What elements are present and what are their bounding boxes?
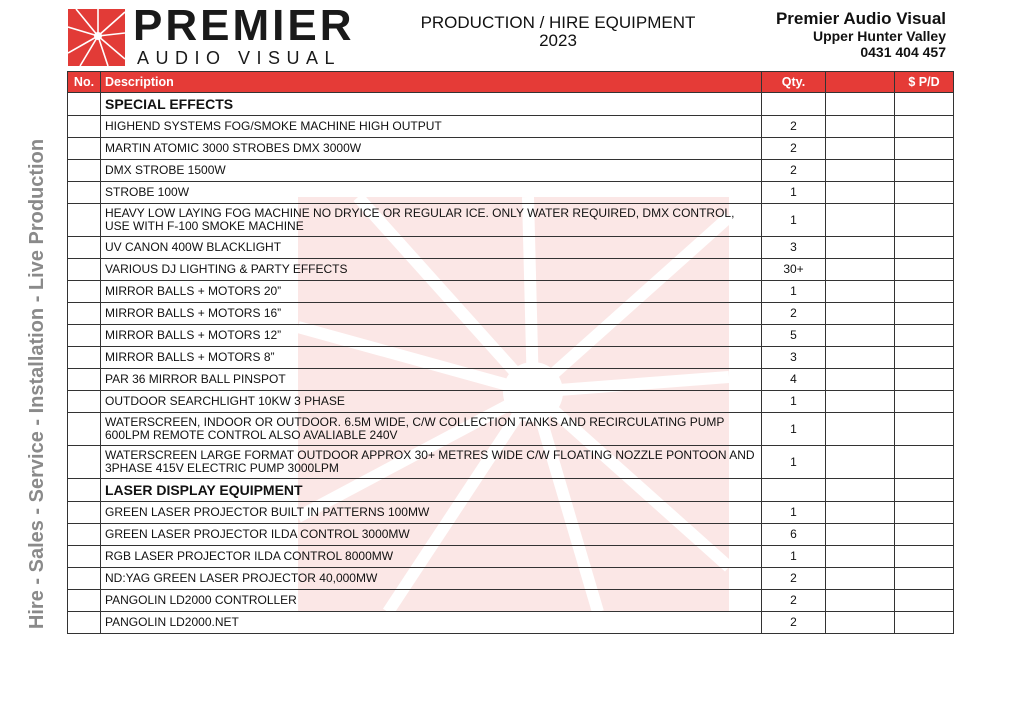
cell-price bbox=[895, 182, 954, 204]
cell-qty: 3 bbox=[762, 347, 826, 369]
cell-description: STROBE 100W bbox=[101, 182, 762, 204]
cell-blank bbox=[826, 160, 895, 182]
cell-no bbox=[68, 546, 101, 568]
cell-price bbox=[895, 524, 954, 546]
cell-blank bbox=[826, 325, 895, 347]
cell-qty: 1 bbox=[762, 182, 826, 204]
table-row bbox=[68, 369, 954, 391]
cell-price bbox=[895, 160, 954, 182]
cell-description: LASER DISPLAY EQUIPMENT bbox=[101, 479, 762, 502]
cell-blank bbox=[826, 182, 895, 204]
equipment-table bbox=[67, 71, 954, 634]
cell-blank bbox=[826, 502, 895, 524]
header-blank bbox=[826, 72, 895, 93]
cell-no bbox=[68, 93, 101, 116]
cell-no bbox=[68, 590, 101, 612]
header-qty: Qty. bbox=[762, 72, 826, 93]
table-row bbox=[68, 590, 954, 612]
cell-price bbox=[895, 446, 954, 479]
cell-qty: 2 bbox=[762, 116, 826, 138]
cell-description: MIRROR BALLS + MOTORS 8” bbox=[101, 347, 762, 369]
section-row bbox=[68, 93, 954, 116]
table-row bbox=[68, 138, 954, 160]
cell-description: DMX STROBE 1500W bbox=[101, 160, 762, 182]
cell-blank bbox=[826, 237, 895, 259]
cell-description: SPECIAL EFFECTS bbox=[101, 93, 762, 116]
cell-qty: 1 bbox=[762, 413, 826, 446]
cell-price bbox=[895, 502, 954, 524]
cell-description: MARTIN ATOMIC 3000 STROBES DMX 3000W bbox=[101, 138, 762, 160]
cell-no bbox=[68, 413, 101, 446]
cell-blank bbox=[826, 546, 895, 568]
brand-name: PREMIER bbox=[133, 1, 355, 50]
cell-blank bbox=[826, 568, 895, 590]
company-name: Premier Audio Visual bbox=[775, 9, 946, 28]
table-row bbox=[68, 182, 954, 204]
cell-description: HEAVY LOW LAYING FOG MACHINE NO DRYICE OR REGULAR ICE. ONLY WATER REQUIRED, DMX CONTROL, USE WITH F-100 SMOKE MACHINE bbox=[101, 204, 762, 237]
cell-price bbox=[895, 347, 954, 369]
cell-no bbox=[68, 524, 101, 546]
logo-mark bbox=[68, 9, 125, 66]
cell-qty: 1 bbox=[762, 391, 826, 413]
cell-price bbox=[895, 568, 954, 590]
cell-description: PAR 36 MIRROR BALL PINSPOT bbox=[101, 369, 762, 391]
cell-qty: 3 bbox=[762, 237, 826, 259]
cell-no bbox=[68, 303, 101, 325]
cell-no bbox=[68, 479, 101, 502]
table-row bbox=[68, 204, 954, 237]
company-phone: 0431 404 457 bbox=[860, 44, 946, 60]
company-details bbox=[776, 10, 946, 60]
cell-price bbox=[895, 391, 954, 413]
cell-qty bbox=[762, 93, 826, 116]
table-row bbox=[68, 347, 954, 369]
cell-qty: 1 bbox=[762, 546, 826, 568]
cell-no bbox=[68, 281, 101, 303]
table-row bbox=[68, 546, 954, 568]
cell-price bbox=[895, 93, 954, 116]
cell-price bbox=[895, 325, 954, 347]
cell-blank bbox=[826, 93, 895, 116]
cell-description: OUTDOOR SEARCHLIGHT 10KW 3 PHASE bbox=[101, 391, 762, 413]
cell-description: MIRROR BALLS + MOTORS 16” bbox=[101, 303, 762, 325]
table-row bbox=[68, 446, 954, 479]
table-row bbox=[68, 612, 954, 634]
brand-tagline: AUDIO VISUAL bbox=[137, 48, 342, 68]
cell-no bbox=[68, 612, 101, 634]
cell-blank bbox=[826, 391, 895, 413]
cell-price bbox=[895, 479, 954, 502]
table-row bbox=[68, 502, 954, 524]
cell-price bbox=[895, 413, 954, 446]
cell-description: MIRROR BALLS + MOTORS 20” bbox=[101, 281, 762, 303]
table-row bbox=[68, 116, 954, 138]
header-description: Description bbox=[101, 72, 762, 93]
cell-price bbox=[895, 612, 954, 634]
cell-no bbox=[68, 237, 101, 259]
table-row bbox=[68, 325, 954, 347]
cell-no bbox=[68, 204, 101, 237]
cell-price bbox=[895, 590, 954, 612]
table-row bbox=[68, 413, 954, 446]
cell-description: UV CANON 400W BLACKLIGHT bbox=[101, 237, 762, 259]
header-price: $ P/D bbox=[895, 72, 954, 93]
cell-price bbox=[895, 204, 954, 237]
document-title-text: PRODUCTION / HIRE EQUIPMENT bbox=[420, 13, 696, 32]
header-no: No. bbox=[68, 72, 101, 93]
starburst-icon bbox=[68, 9, 125, 66]
cell-description: HIGHEND SYSTEMS FOG/SMOKE MACHINE HIGH OUTPUT bbox=[101, 116, 762, 138]
cell-qty: 1 bbox=[762, 446, 826, 479]
cell-blank bbox=[826, 612, 895, 634]
cell-qty: 5 bbox=[762, 325, 826, 347]
cell-description: GREEN LASER PROJECTOR BUILT IN PATTERNS 100MW bbox=[101, 502, 762, 524]
document-title bbox=[400, 14, 716, 50]
table-header-row bbox=[68, 72, 954, 93]
cell-qty: 1 bbox=[762, 502, 826, 524]
cell-no bbox=[68, 325, 101, 347]
table-body bbox=[68, 93, 954, 634]
cell-qty: 2 bbox=[762, 590, 826, 612]
cell-description: WATERSCREEN LARGE FORMAT OUTDOOR APPROX 30+ METRES WIDE C/W FLOATING NOZZLE PONTOON AND 3PHASE 415V ELECTRIC PUMP 3000LPM bbox=[101, 446, 762, 479]
document-year: 2023 bbox=[539, 31, 577, 50]
cell-qty: 1 bbox=[762, 281, 826, 303]
cell-no bbox=[68, 391, 101, 413]
cell-no bbox=[68, 182, 101, 204]
cell-price bbox=[895, 237, 954, 259]
cell-blank bbox=[826, 446, 895, 479]
section-row bbox=[68, 479, 954, 502]
cell-blank bbox=[826, 116, 895, 138]
cell-price bbox=[895, 116, 954, 138]
cell-price bbox=[895, 138, 954, 160]
sidebar-services-text: Hire - Sales - Service - Installation - Live Production bbox=[26, 138, 48, 630]
cell-blank bbox=[826, 369, 895, 391]
cell-price bbox=[895, 546, 954, 568]
cell-price bbox=[895, 369, 954, 391]
cell-description: RGB LASER PROJECTOR ILDA CONTROL 8000MW bbox=[101, 546, 762, 568]
cell-qty: 2 bbox=[762, 568, 826, 590]
cell-description: ND:YAG GREEN LASER PROJECTOR 40,000MW bbox=[101, 568, 762, 590]
cell-qty: 2 bbox=[762, 303, 826, 325]
table-row bbox=[68, 568, 954, 590]
cell-qty: 2 bbox=[762, 160, 826, 182]
cell-description: WATERSCREEN, INDOOR OR OUTDOOR. 6.5M WIDE, C/W COLLECTION TANKS AND RECIRCULATING PUMP 600LPM REMOTE CONTROL ALSO AVALIABLE 240V bbox=[101, 413, 762, 446]
table-row bbox=[68, 281, 954, 303]
cell-qty: 30+ bbox=[762, 259, 826, 281]
cell-blank bbox=[826, 524, 895, 546]
brand-wordmark bbox=[133, 1, 355, 68]
cell-qty: 1 bbox=[762, 204, 826, 237]
cell-no bbox=[68, 138, 101, 160]
cell-no bbox=[68, 259, 101, 281]
cell-qty: 6 bbox=[762, 524, 826, 546]
cell-price bbox=[895, 259, 954, 281]
cell-description: GREEN LASER PROJECTOR ILDA CONTROL 3000MW bbox=[101, 524, 762, 546]
cell-description: MIRROR BALLS + MOTORS 12” bbox=[101, 325, 762, 347]
table-row bbox=[68, 259, 954, 281]
cell-no bbox=[68, 116, 101, 138]
cell-blank bbox=[826, 413, 895, 446]
cell-qty: 2 bbox=[762, 612, 826, 634]
cell-description: VARIOUS DJ LIGHTING & PARTY EFFECTS bbox=[101, 259, 762, 281]
cell-blank bbox=[826, 138, 895, 160]
cell-no bbox=[68, 502, 101, 524]
cell-no bbox=[68, 568, 101, 590]
cell-qty: 2 bbox=[762, 138, 826, 160]
cell-qty: 4 bbox=[762, 369, 826, 391]
cell-blank bbox=[826, 281, 895, 303]
table-row bbox=[68, 160, 954, 182]
table-row bbox=[68, 524, 954, 546]
table-row bbox=[68, 237, 954, 259]
cell-no bbox=[68, 347, 101, 369]
cell-qty bbox=[762, 479, 826, 502]
table-row bbox=[68, 391, 954, 413]
cell-no bbox=[68, 446, 101, 479]
cell-blank bbox=[826, 259, 895, 281]
cell-price bbox=[895, 281, 954, 303]
cell-description: PANGOLIN LD2000.NET bbox=[101, 612, 762, 634]
cell-price bbox=[895, 303, 954, 325]
company-region: Upper Hunter Valley bbox=[812, 28, 946, 44]
cell-blank bbox=[826, 303, 895, 325]
cell-no bbox=[68, 369, 101, 391]
cell-blank bbox=[826, 590, 895, 612]
cell-blank bbox=[826, 479, 895, 502]
cell-blank bbox=[826, 347, 895, 369]
cell-no bbox=[68, 160, 101, 182]
table-row bbox=[68, 303, 954, 325]
cell-blank bbox=[826, 204, 895, 237]
cell-description: PANGOLIN LD2000 CONTROLLER bbox=[101, 590, 762, 612]
